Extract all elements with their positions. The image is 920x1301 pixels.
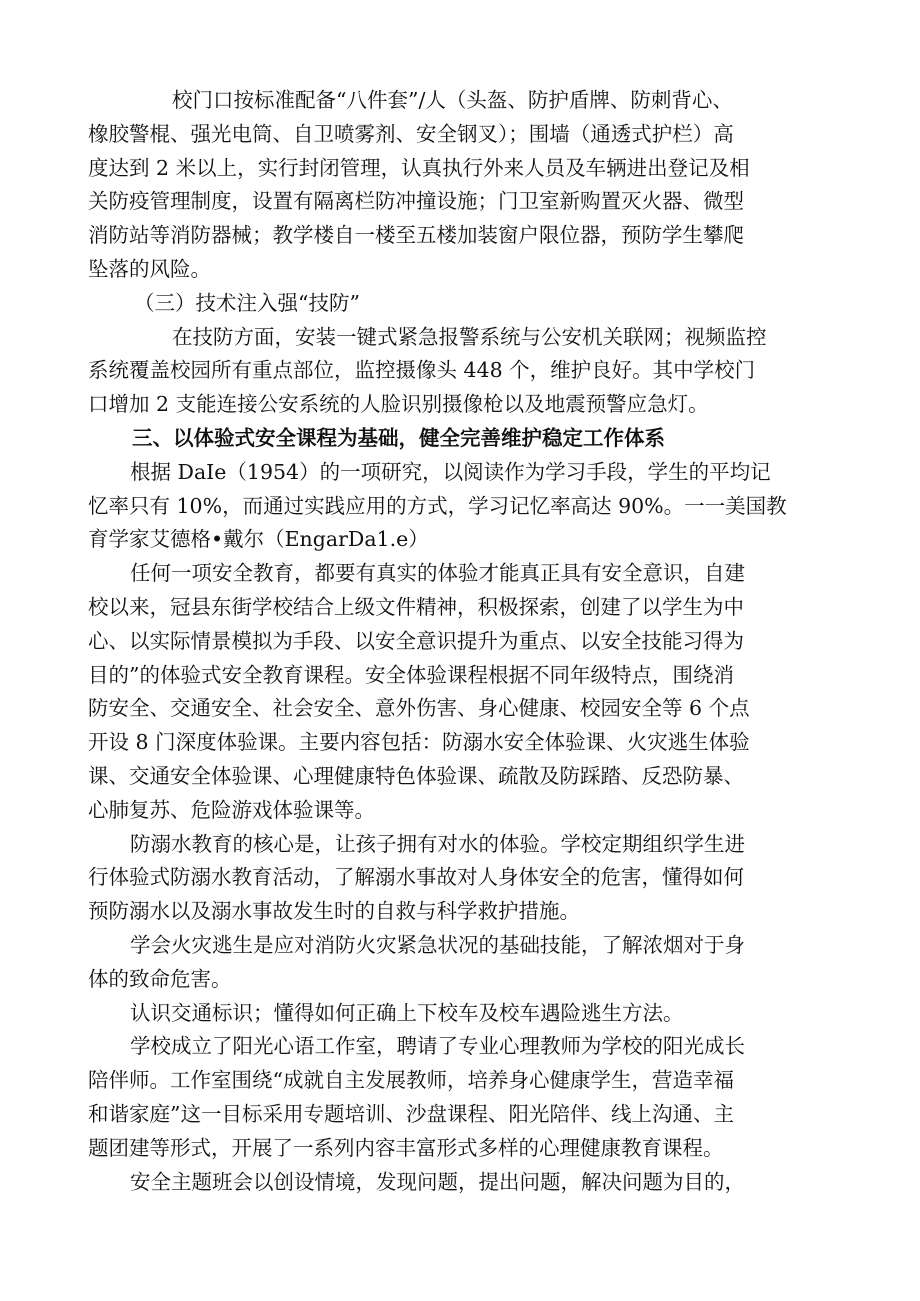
- text-line: 根据 DaIe（1954）的一项研究，以阅读作为学习手段，学生的平均记: [130, 459, 771, 484]
- text-line: 坠落的风险。: [88, 256, 211, 281]
- text-line: 题团建等形式，开展了一系列内容丰富形式多样的心理健康教育课程。: [88, 1135, 724, 1160]
- text-line: 安全主题班会以创设情境，发现问题，提出问题，解决问题为目的，: [130, 1169, 745, 1194]
- text-line: 学校成立了阳光心语工作室，聘请了专业心理教师为学校的阳光成长: [130, 1034, 745, 1059]
- text-line: 校门口按标准配备“八件套”/人（头盔、防护盾牌、防刺背心、: [172, 88, 733, 112]
- text-line: 心、以实际情景模拟为手段、以安全意识提升为重点、以安全技能习得为: [88, 628, 744, 653]
- text-line: 系统覆盖校园所有重点部位，监控摄像头 448 个，维护良好。其中学校门: [88, 358, 756, 383]
- text-line: 在技防方面，安装一键式紧急报警系统与公安机关联网；视频监控: [172, 324, 767, 349]
- text-line: 学会火灾逃生是应对消防火灾紧急状况的基础技能，了解浓烟对于身: [130, 932, 745, 957]
- text-line: 课、交通安全体验课、心理健康特色体验课、疏散及防踩踏、反恐防暴、: [88, 763, 744, 788]
- text-line: 橡胶警棍、强光电筒、自卫喷雾剂、安全钢叉）；围墙（通透式护栏）高: [88, 121, 734, 146]
- text-line: 认识交通标识；懂得如何正确上下校车及校车遇险逃生方法。: [130, 1000, 684, 1025]
- text-line: 度达到 2 米以上，实行封闭管理，认真执行外来人员及车辆进出登记及相: [88, 155, 750, 180]
- text-line: 开设 8 门深度体验课。主要内容包括：防溺水安全体验课、火灾逃生体验: [88, 730, 750, 755]
- text-line: 防溺水教育的核心是，让孩子拥有对水的体验。学校定期组织学生进: [130, 831, 745, 856]
- text-line: 体的致命危害。: [88, 966, 232, 991]
- text-line: 口增加 2 支能连接公安系统的人脸识别摄像枪以及地震预警应急灯。: [88, 392, 709, 417]
- text-line: 心肺复苏、危险游戏体验课等。: [88, 797, 375, 822]
- text-line: 育学家艾德格•戴尔（EngarDa1.e）: [88, 527, 429, 552]
- text-line: 关防疫管理制度，设置有隔离栏防冲撞设施；门卫室新购置灭火器、微型: [88, 189, 744, 214]
- text-line: 行体验式防溺水教育活动，了解溺水事故对人身体安全的危害，懂得如何: [88, 865, 744, 890]
- text-line: 任何一项安全教育，都要有真实的体验才能真正具有安全意识，自建: [130, 561, 745, 586]
- text-line: 防安全、交通安全、社会安全、意外伤害、身心健康、校园安全等 6 个点: [88, 696, 750, 721]
- text-line: 预防溺水以及溺水事故发生时的自救与科学救护措施。: [88, 899, 580, 924]
- text-line: 目的”的体验式安全教育课程。安全体验课程根据不同年级特点，围绕消: [88, 662, 734, 687]
- text-line: 忆率只有 10%，而通过实践应用的方式，学习记忆率高达 90%。一一美国教: [88, 493, 787, 518]
- text-line: 消防站等消防器械；教学楼自一楼至五楼加装窗户限位器，预防学生攀爬: [88, 223, 744, 248]
- text-line: 校以来，冠县东街学校结合上级文件精神，积极探索，创建了以学生为中: [88, 594, 744, 619]
- subsection-heading: （三）技术注入强“技防”: [134, 290, 360, 315]
- text-line: 和谐家庭”这一目标采用专题培训、沙盘课程、阳光陪伴、线上沟通、主: [88, 1101, 734, 1126]
- document-body: [88, 84, 836, 1199]
- text-line: 陪伴师。工作室围绕“成就自主发展教师，培养身心健康学生，营造幸福: [88, 1068, 734, 1093]
- section-heading: 三、以体验式安全课程为基础，健全完善维护稳定工作体系: [132, 425, 665, 450]
